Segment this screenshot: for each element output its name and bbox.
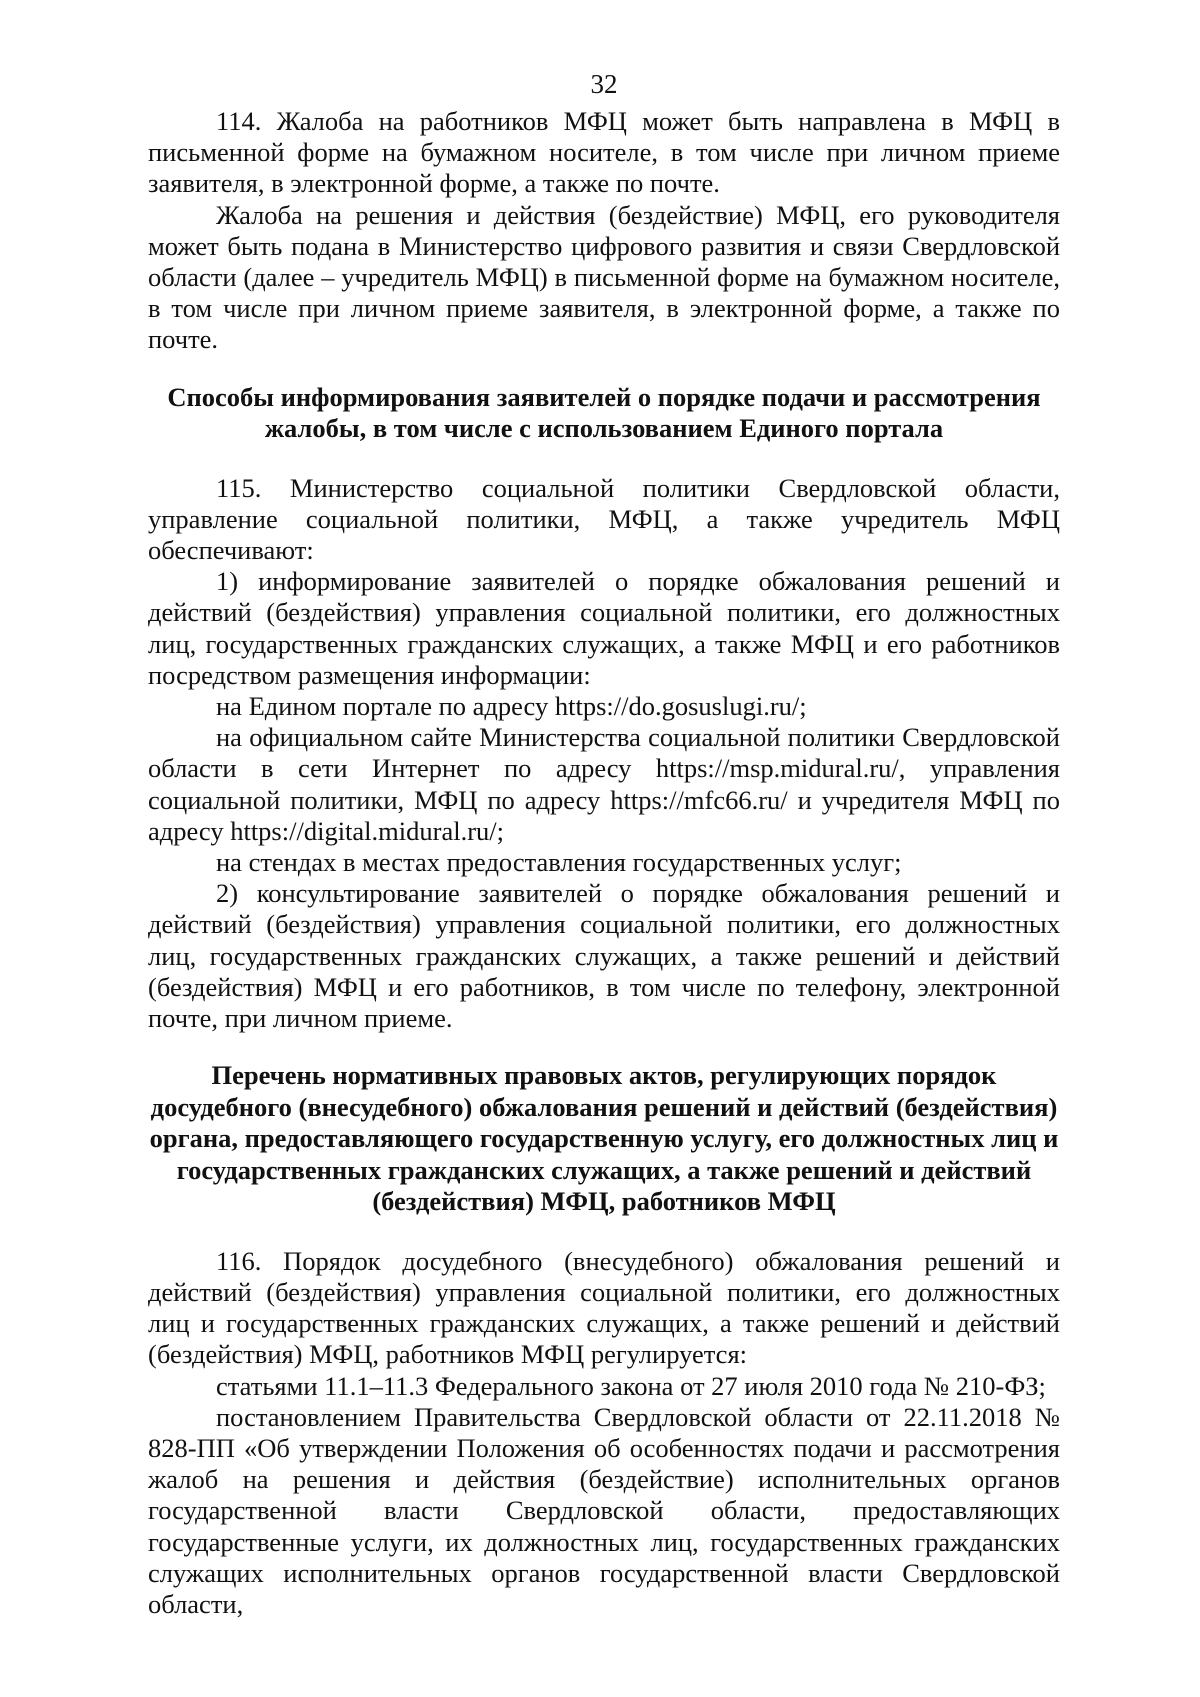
- paragraph-116-federal-law: статьями 11.1–11.3 Федерального закона от 27 июля 2010 года № 210-ФЗ;: [216, 1370, 1046, 1401]
- paragraph-115-item-1: 1) информирование заявителей о порядке обжалования решений и действий (бездействия) управления социальной политики, его должностных лиц, государственных гражданских служащих, а также МФЦ и его работников посредством размещения информации:: [148, 566, 1060, 690]
- section-115: [148, 473, 1060, 1035]
- paragraph-116: 116. Порядок досудебного (внесудебного) обжалования решений и действий (бездействия) управления социальной политики, его должностных лиц и государственных гражданских служащих, а также решений и действий (бездействия) МФЦ, работников МФЦ регулируется:: [148, 1245, 1060, 1370]
- paragraph-115: 115. Министерство социальной политики Свердловской области, управление социальной политики, МФЦ, а также учредитель МФЦ обеспечивают:: [148, 472, 1060, 566]
- section-116: [148, 1246, 1060, 1620]
- paragraph-116-resolution: постановлением Правительства Свердловской области от 22.11.2018 № 828-ПП «Об утверждении Положения об особенностях подачи и рассмотрения жалоб на решения и действия (бездействие) исполнительных органов государственной власти Свердловской области, предоставляющих государственные услуги, их должностных лиц, государственных гражданских служащих исполнительных органов государственной власти Свердловской области,: [148, 1401, 1060, 1620]
- section-114: [148, 106, 1060, 356]
- section-heading-informing: Способы информирования заявителей о порядке подачи и рассмотрения жалобы, в том числе с использованием Единого портала: [167, 381, 1041, 444]
- document-page: [148, 68, 1060, 1620]
- section-heading-legal-acts: Перечень нормативных правовых актов, регулирующих порядок досудебного (внесудебного) обжалования решений и действий (бездействия) органа, предоставляющего государственную услугу, его должностных лиц и государственных гражданских служащих, а также решений и действий (бездействия) МФЦ, работников МФЦ: [149, 1060, 1059, 1217]
- paragraph-115-stands: на стендах в местах предоставления государственных услуг;: [216, 847, 902, 878]
- paragraph-115-portal: на Едином портале по адресу https://do.gosuslugi.ru/;: [216, 691, 807, 722]
- page-number: 32: [590, 69, 618, 99]
- paragraph-114: 114. Жалоба на работников МФЦ может быть направлена в МФЦ в письменной форме на бумажном носителе, в том числе при личном приеме заявителя, в электронной форме, а также по почте.: [148, 106, 1060, 199]
- paragraph-115-websites: на официальном сайте Министерства социальной политики Свердловской области в сети Интернет по адресу https://msp.midural.ru/, управления социальной политики, МФЦ по адресу https://mfc66.ru/ и учредителя МФЦ по адресу https://digital.midural.ru/;: [148, 722, 1060, 846]
- paragraph-114-complaint-founder: Жалоба на решения и действия (бездействие) МФЦ, его руководителя может быть подана в Министерство цифрового развития и связи Свердловской области (далее – учредитель МФЦ) в письменной форме на бумажном носителе, в том числе при личном приеме заявителя, в электронной форме, а также по почте.: [148, 199, 1060, 355]
- paragraph-115-item-2: 2) консультирование заявителей о порядке обжалования решений и действий (бездействия) управления социальной политики, его должностных лиц, государственных гражданских служащих, а также решений и действий (бездействия) МФЦ и его работников, в том числе по телефону, электронной почте, при личном приеме.: [148, 878, 1060, 1034]
